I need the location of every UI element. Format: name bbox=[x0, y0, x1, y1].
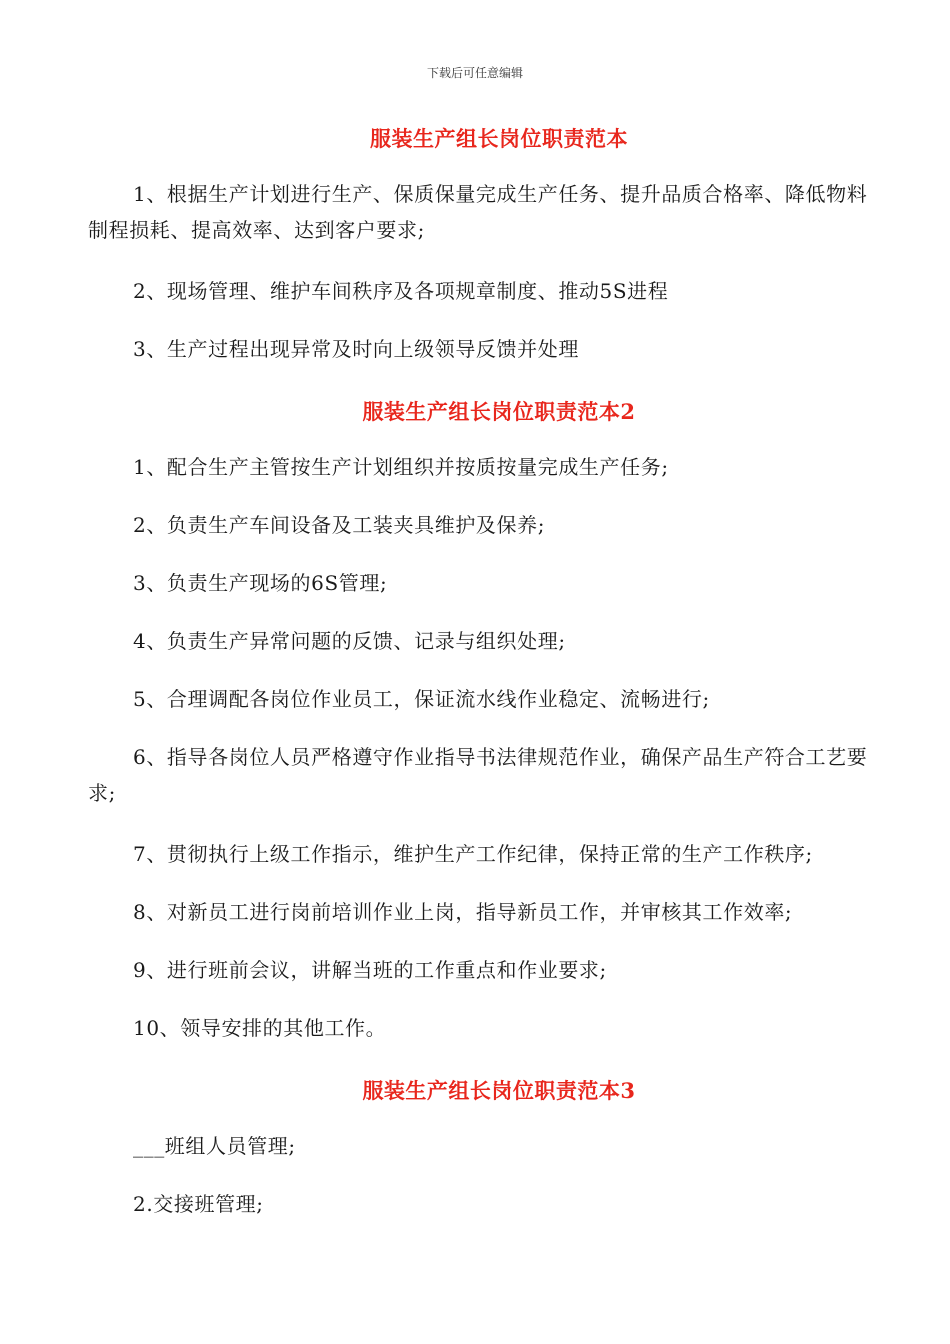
paragraph: 6、指导各岗位人员严格遵守作业指导书法律规范作业，确保产品生产符合工艺要求; bbox=[88, 745, 868, 805]
section-title: 服装生产组长岗位职责范本2 bbox=[362, 399, 636, 424]
paragraph: ___班组人员管理; bbox=[133, 1134, 296, 1158]
section-title: 服装生产组长岗位职责范本3 bbox=[362, 1078, 636, 1103]
paragraph: 9、进行班前会议，讲解当班的工作重点和作业要求; bbox=[133, 958, 607, 982]
paragraph: 2.交接班管理; bbox=[133, 1192, 264, 1216]
paragraph: 8、对新员工进行岗前培训作业上岗，指导新员工作，并审核其工作效率; bbox=[133, 900, 793, 924]
paragraph: 1、配合生产主管按生产计划组织并按质按量完成生产任务; bbox=[133, 455, 669, 479]
paragraph: 3、负责生产现场的6S管理; bbox=[133, 571, 388, 595]
section-title: 服装生产组长岗位职责范本 bbox=[370, 126, 628, 151]
paragraph: 4、负责生产异常问题的反馈、记录与组织处理; bbox=[133, 629, 566, 653]
paragraph: 3、生产过程出现异常及时向上级领导反馈并处理 bbox=[133, 337, 579, 361]
paragraph: 7、贯彻执行上级工作指示，维护生产工作纪律，保持正常的生产工作秩序; bbox=[133, 842, 813, 866]
paragraph: 2、现场管理、维护车间秩序及各项规章制度、推动5S进程 bbox=[133, 279, 669, 303]
paragraph: 2、负责生产车间设备及工装夹具维护及保养; bbox=[133, 513, 546, 537]
header-note: 下载后可任意编辑 bbox=[426, 66, 523, 80]
paragraph: 10、领导安排的其他工作。 bbox=[133, 1016, 387, 1040]
paragraph: 5、合理调配各岗位作业员工，保证流水线作业稳定、流畅进行; bbox=[133, 687, 710, 711]
paragraph: 1、根据生产计划进行生产、保质保量完成生产任务、提升品质合格率、降低物料制程损耗、提高效率、达到客户要求; bbox=[88, 182, 868, 242]
